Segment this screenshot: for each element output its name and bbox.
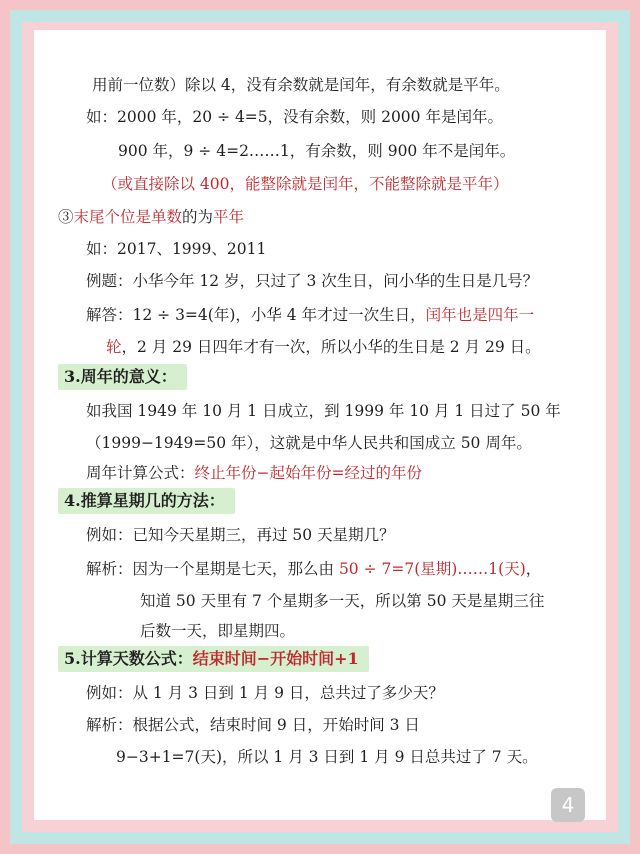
section-heading: 3.周年的意义： bbox=[58, 364, 187, 390]
circled-number: ③ bbox=[58, 208, 74, 226]
highlight-text: 末尾个位是单数 bbox=[73, 208, 183, 226]
heading-text: 5.计算天数公式： bbox=[64, 649, 193, 668]
text-line: 900 年，9 ÷ 4=2……1，有余数，则 900 年不是闰年。 bbox=[118, 142, 516, 160]
text-line bbox=[106, 336, 541, 358]
text-line: 如：2000 年，20 ÷ 4=5，没有余数，则 2000 年是闰年。 bbox=[86, 108, 503, 126]
highlight-text: 终止年份−起始年份=经过的年份 bbox=[194, 464, 422, 482]
text-line: 例如：从 1 月 3 日到 1 月 9 日，总共过了多少天？ bbox=[86, 684, 444, 702]
page-number-badge: 4 bbox=[551, 788, 585, 822]
text-line: （1999−1949=50 年），这就是中华人民共和国成立 50 周年。 bbox=[86, 434, 532, 452]
text-line: 例题：小华今年 12 岁，只过了 3 次生日，问小华的生日是几号？ bbox=[86, 272, 539, 290]
plain-text: ，2 月 29 日四年才有一次，所以小华的生日是 2 月 29 日。 bbox=[121, 338, 541, 356]
plain-text: 解答：12 ÷ 3=4(年)，小华 4 年才过一次生日， bbox=[86, 306, 426, 324]
text-line bbox=[86, 304, 534, 326]
highlight-text: 闰年也是四年一 bbox=[425, 306, 535, 324]
text-line: 后数一天，即星期四。 bbox=[140, 622, 296, 640]
text-line bbox=[86, 558, 541, 580]
highlight-text: 轮 bbox=[106, 338, 122, 356]
text-line: 如我国 1949 年 10 月 1 日成立，到 1999 年 10 月 1 日过了 50 年 bbox=[86, 402, 561, 420]
text-line: 解析：根据公式，结束时间 9 日，开始时间 3 日 bbox=[86, 716, 420, 734]
highlight-text: 50 ÷ 7=7(星期)……1(天) bbox=[338, 560, 526, 578]
text-line: （或直接除以 400，能整除就是闰年，不能整除就是平年） bbox=[102, 175, 509, 193]
text-line: 例如：已知今天星期三，再过 50 天星期几？ bbox=[86, 526, 395, 544]
plain-text: ， bbox=[525, 560, 542, 578]
highlight-text: 结束时间−开始时间+1 bbox=[192, 649, 359, 668]
text-line: 如：2017、1999、2011 bbox=[86, 240, 267, 258]
text-line: 9−3+1=7(天)，所以 1 月 3 日到 1 月 9 日总共过了 7 天。 bbox=[116, 748, 538, 766]
plain-text: 周年计算公式： bbox=[86, 464, 195, 482]
section-heading bbox=[58, 646, 369, 672]
highlight-text: 平年 bbox=[213, 208, 245, 226]
section-heading: 4.推算星期几的方法： bbox=[58, 488, 235, 514]
plain-text: 解析：因为一个星期是七天，那么由 bbox=[86, 560, 339, 578]
text-line bbox=[58, 206, 244, 228]
plain-text: 的为 bbox=[182, 208, 214, 226]
text-line: 知道 50 天里有 7 个星期多一天，所以第 50 天是星期三往 bbox=[140, 592, 545, 610]
text-line: 用前一位数）除以 4，没有余数就是闰年，有余数就是平年。 bbox=[92, 76, 510, 94]
text-line bbox=[86, 462, 422, 484]
